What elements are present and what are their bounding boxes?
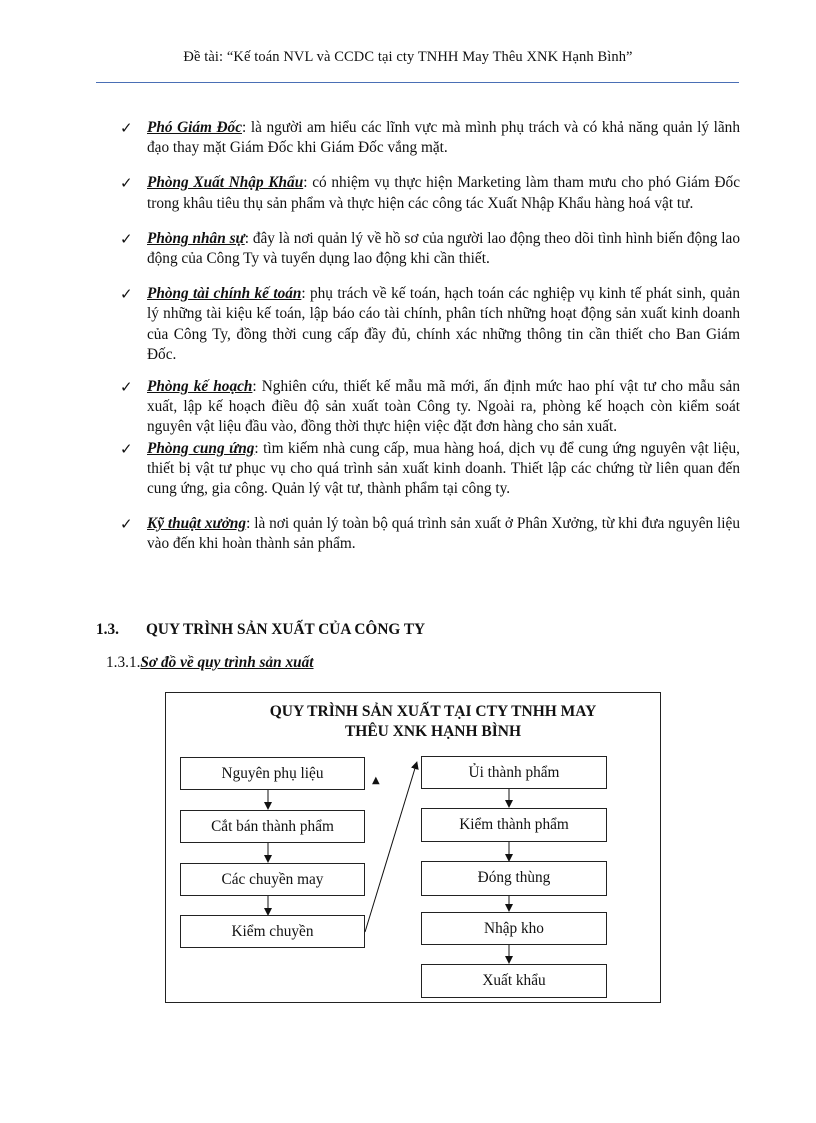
flow-arrow: [365, 765, 416, 932]
flow-step-box: Nhập kho: [421, 912, 607, 945]
subsection-number: 1.3.1.: [106, 654, 141, 671]
bullet-text: : có nhiệm vụ thực hiện Marketing làm tham mưu cho phó Giám Đốc trong khâu tiêu thụ sản phẩm và thực hiện các công tác Xuất Nhập Khẩu hàng hoá vật tư.: [147, 174, 740, 212]
list-item: [120, 229, 740, 269]
flow-step-box: Nguyên phụ liệu: [180, 757, 365, 790]
bullet-term: Phòng kế hoạch: [147, 378, 253, 396]
marker-triangle: ▲: [372, 775, 380, 786]
checkmark-icon: ✓: [120, 285, 133, 304]
section-title: QUY TRÌNH SẢN XUẤT CỦA CÔNG TY: [146, 621, 426, 638]
bullet-text: : phụ trách về kế toán, hạch toán các nghiệp vụ kinh tế phát sinh, quản lý những tài kiệu kế toán, lập báo cáo tài chính, phân tích những hoạt động sản xuất kinh doanh của Công Ty, đồng thời cung cấp đầy đủ, chính xác những thông tin cần thiết cho Ban Giám Đốc.: [147, 285, 740, 363]
section-number: 1.3.: [96, 621, 119, 638]
bullet-term: Phòng nhân sự: [147, 229, 245, 247]
checkmark-icon: ✓: [120, 439, 133, 458]
diagram-title-line: THÊU XNK HẠNH BÌNH: [344, 723, 522, 740]
production-flow-diagram: [165, 692, 661, 1003]
diagram-title-line: QUY TRÌNH SẢN XUẤT TẠI CTY TNHH MAY: [269, 703, 597, 720]
bullet-text: : Nghiên cứu, thiết kế mẫu mã mới, ấn định mức hao phí vật tư cho mẫu sản xuất, lập kế hoạch điều độ sản xuất toàn Công ty. Ngoài ra, phòng kế hoạch còn kiểm soát nguyên vật liệu đầu vào, đồng thời thực hiện việc đặt đơn hàng cho sản xuất.: [147, 378, 740, 436]
checkmark-icon: ✓: [120, 174, 133, 193]
flow-step-box: Kiểm thành phẩm: [421, 808, 607, 842]
checkmark-icon: ✓: [120, 229, 133, 248]
bullet-term: Kỹ thuật xưởng: [147, 515, 247, 533]
department-list: [120, 118, 740, 555]
flow-step-box: Xuất khẩu: [421, 964, 607, 998]
bullet-text: : đây là nơi quản lý về hồ sơ của người lao động theo dõi tình hình biến động lao động của Công Ty và tuyển dụng lao động khi cần thiết.: [147, 229, 740, 268]
list-item: [120, 173, 740, 213]
subsection-title: Sơ đồ về quy trình sản xuất: [140, 654, 314, 671]
list-item: [120, 118, 740, 158]
checkmark-icon: ✓: [120, 378, 133, 397]
bullet-text: : là người am hiểu các lĩnh vực mà mình phụ trách và có khả năng quản lý lãnh đạo thay mặt Giám Đốc khi Giám Đốc vắng mặt.: [147, 119, 740, 157]
subsection-heading: [106, 654, 314, 672]
header-rule: [96, 82, 739, 83]
bullet-term: Phòng cung ứng: [147, 439, 255, 457]
bullet-term: Phó Giám Đốc: [147, 119, 242, 136]
bullet-term: Phòng tài chính kế toán: [147, 285, 302, 303]
list-item: [120, 377, 740, 438]
bullet-text: : tìm kiếm nhà cung cấp, mua hàng hoá, dịch vụ để cung ứng nguyên vật liệu, thiết bị vật tư phục vụ cho quá trình sản xuất kinh doanh. Thiết lập các chứng từ liên quan đến cung ứng, gia công. Quản lý vật tư, thành phẩm tại công ty.: [147, 439, 741, 498]
flow-step-box: Kiểm chuyền: [180, 915, 365, 948]
bullet-term: Phòng Xuất Nhập Khẩu: [147, 174, 304, 192]
section-heading: [96, 621, 425, 639]
list-item: [120, 514, 740, 554]
checkmark-icon: ✓: [120, 515, 133, 534]
document-header: Đề tài: “Kế toán NVL và CCDC tại cty TNHH May Thêu XNK Hạnh Bình”: [183, 49, 633, 65]
list-item: [120, 439, 740, 500]
bullet-text: : là nơi quản lý toàn bộ quá trình sản xuất ở Phân Xưởng, từ khi đưa nguyên liệu vào đến khi hoàn thành sản phẩm.: [147, 515, 740, 553]
flow-connectors: [166, 693, 662, 1004]
flow-step-box: Đóng thùng: [421, 861, 607, 896]
list-item: [120, 284, 740, 365]
checkmark-icon: ✓: [120, 119, 133, 137]
flow-step-box: Các chuyền may: [180, 863, 365, 896]
flow-step-box: Ủi thành phẩm: [421, 756, 607, 789]
flow-step-box: Cắt bán thành phẩm: [180, 810, 365, 843]
